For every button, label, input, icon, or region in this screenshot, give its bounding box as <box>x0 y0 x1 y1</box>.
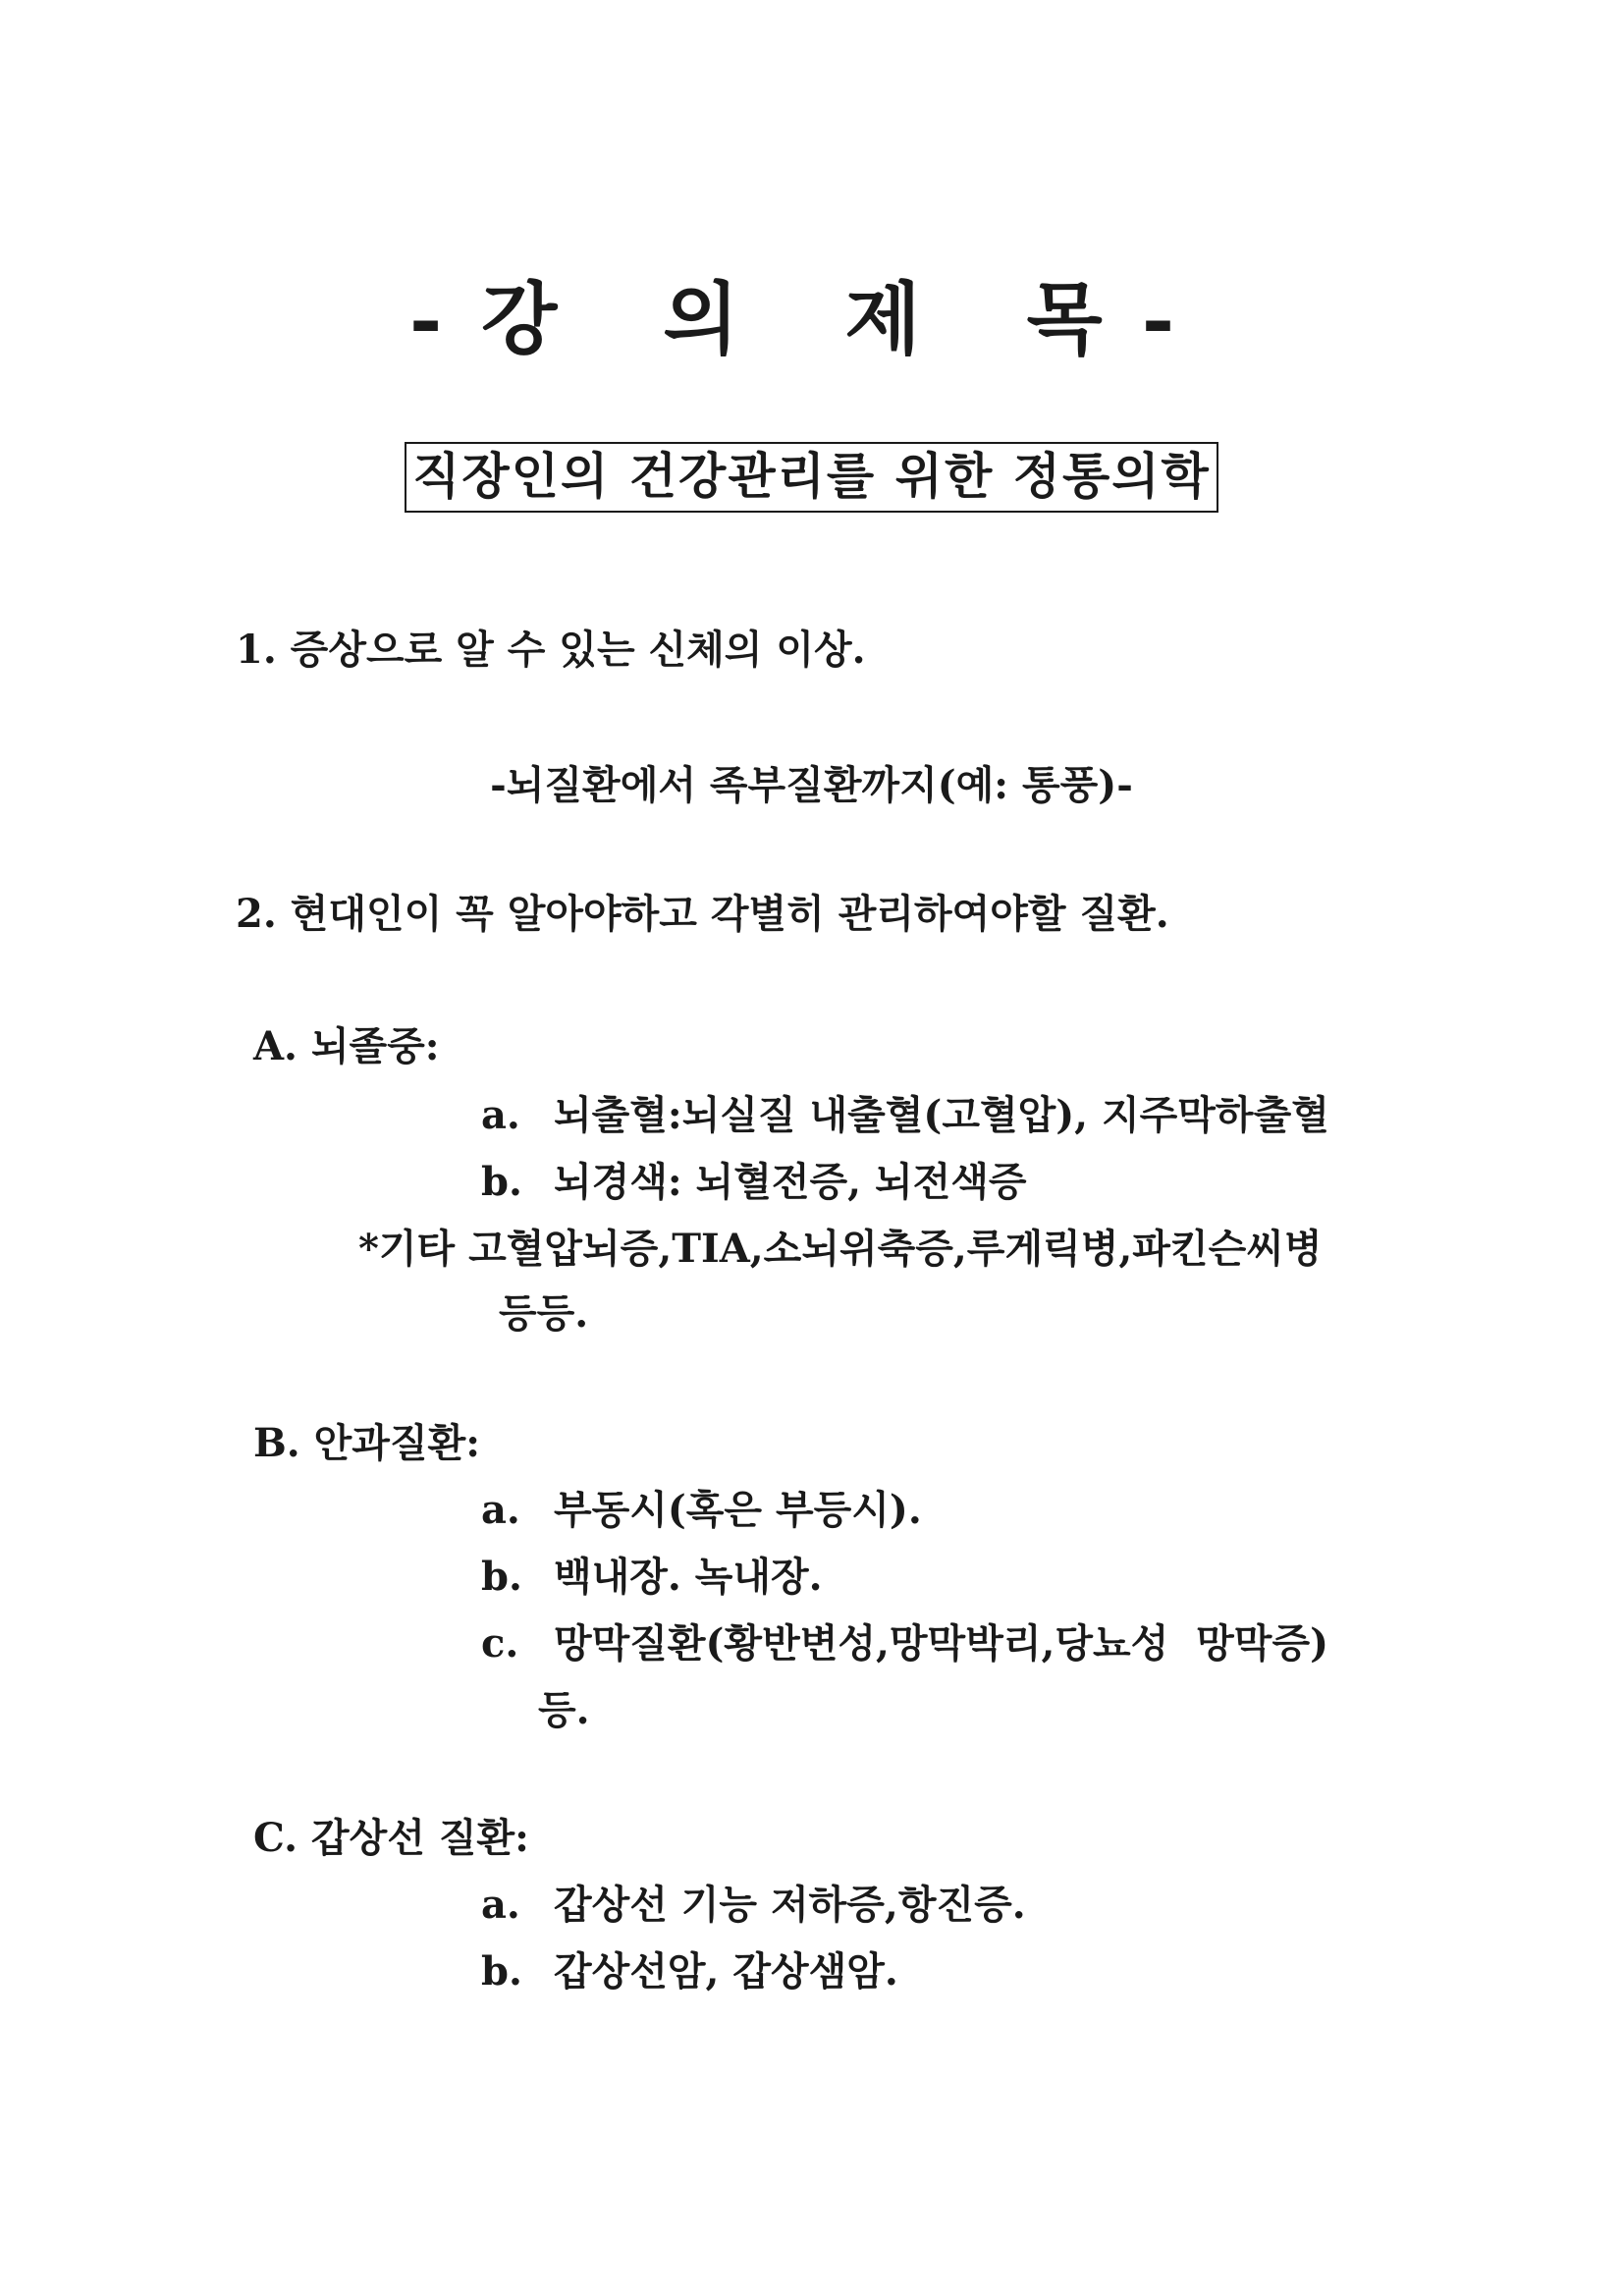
subtitle-container <box>0 442 1623 513</box>
group-c-item-b <box>481 1946 898 1997</box>
section-1-heading: 1. 증상으로 알 수 있는 신체의 이상. <box>236 627 866 673</box>
item-label: a. <box>481 1487 520 1533</box>
group-c-item-a <box>481 1880 1026 1931</box>
group-a-other-line-2: 등등. <box>499 1290 589 1337</box>
group-a-heading: A. 뇌졸중: <box>253 1023 440 1069</box>
group-b-heading: B. 안과질환: <box>253 1420 480 1466</box>
item-text: 갑상선 기능 저하증,항진증. <box>553 1882 1026 1928</box>
item-label: a. <box>481 1092 520 1138</box>
section-2-heading: 2. 현대인이 꼭 알아야하고 각별히 관리하여야할 질환. <box>236 891 1169 937</box>
group-a-item-b <box>481 1157 1027 1208</box>
item-text: 갑상선암, 갑상샘암. <box>553 1948 898 1995</box>
item-text: 백내장. 녹내장. <box>553 1554 823 1600</box>
section-1-subheading: -뇌질환에서 족부질환까지(예: 통풍)- <box>490 762 1133 808</box>
item-text: 뇌출혈:뇌실질 내출혈(고혈압), 지주막하출혈 <box>553 1092 1329 1138</box>
item-label: b. <box>481 1948 522 1995</box>
group-b-item-c-continuation: 등. <box>538 1687 590 1733</box>
item-label: c. <box>481 1620 519 1667</box>
boxed-subtitle: 직장인의 건강관리를 위한 정통의학 <box>405 442 1218 513</box>
group-b-item-a <box>481 1485 922 1536</box>
item-text: 뇌경색: 뇌혈전증, 뇌전색증 <box>553 1159 1027 1205</box>
item-label: a. <box>481 1882 520 1928</box>
group-b-item-b <box>481 1552 823 1603</box>
page-title: -강 의 제 목- <box>408 273 1215 365</box>
group-b-item-c <box>481 1618 1328 1669</box>
item-text: 망막질환(황반변성,망막박리,당뇨성 망막증) <box>553 1620 1329 1667</box>
item-label: b. <box>481 1159 522 1205</box>
item-label: b. <box>481 1554 522 1600</box>
group-a-item-a <box>481 1090 1329 1141</box>
group-a-other-line-1: *기타 고혈압뇌증,TIA,소뇌위축증,루게릭병,파킨슨씨병 <box>358 1226 1323 1272</box>
group-c-heading: C. 갑상선 질환: <box>253 1815 529 1861</box>
item-text: 부동시(혹은 부등시). <box>553 1487 922 1533</box>
